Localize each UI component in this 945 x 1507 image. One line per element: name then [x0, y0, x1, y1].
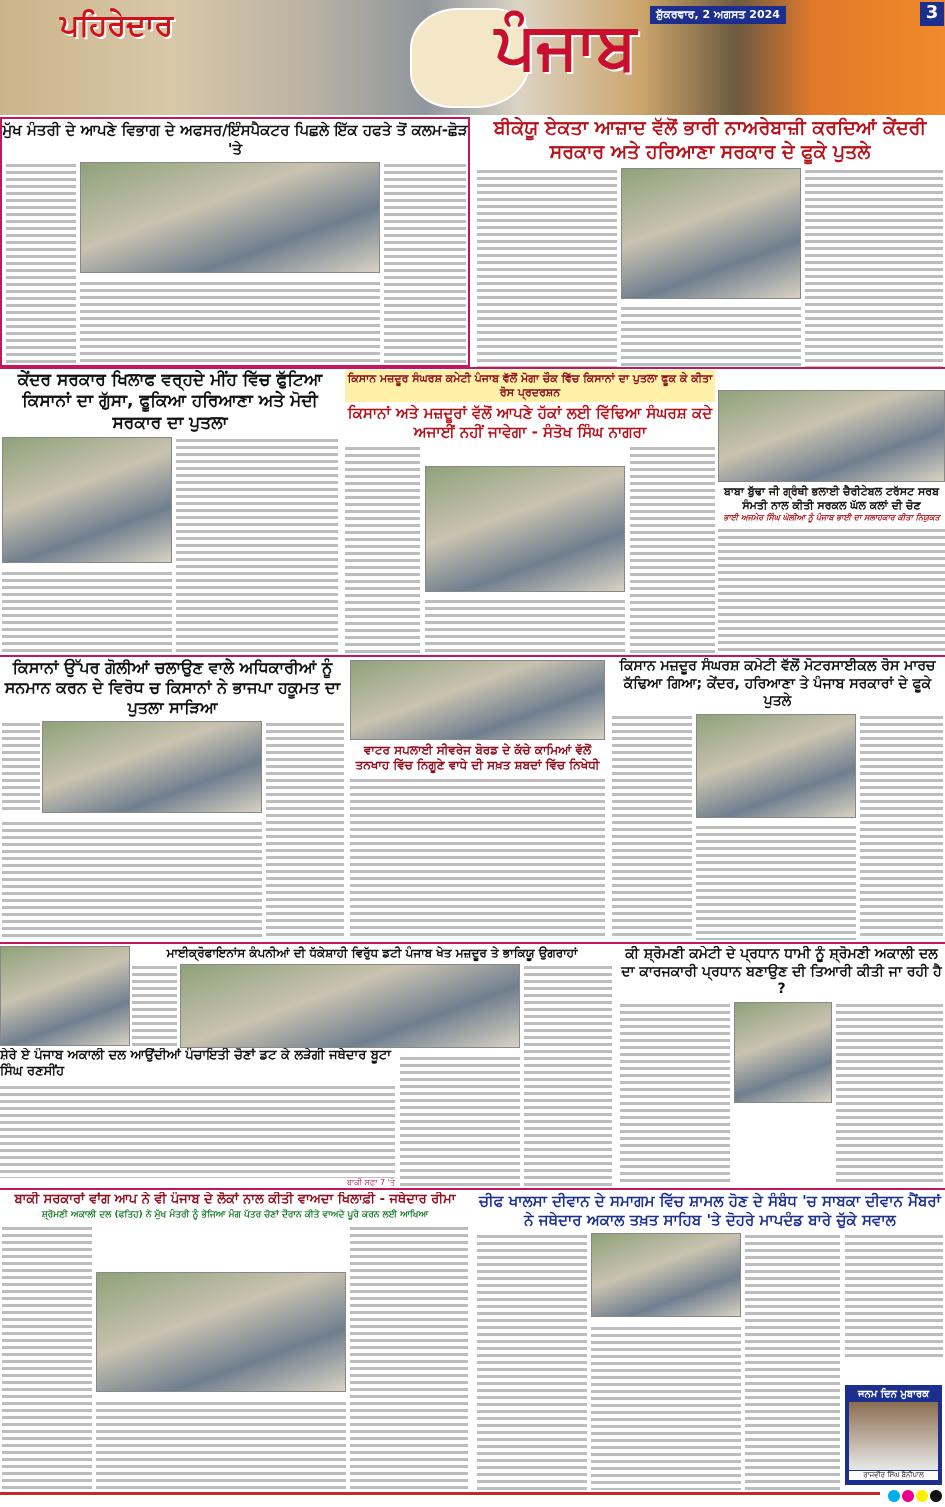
- continued-note: ਬਾਕੀ ਸਫ਼ਾ 7 'ਤੇ: [346, 1178, 395, 1187]
- article-text: [696, 824, 856, 940]
- story-santokh-nagra: [345, 370, 715, 655]
- divider: [0, 942, 945, 944]
- photo: [96, 1272, 346, 1391]
- article-text: [612, 714, 692, 941]
- article-text: [630, 445, 715, 656]
- story-farmers-rain-protest: [0, 370, 340, 655]
- magenta-register-mark: [902, 1490, 914, 1502]
- story-content: [345, 445, 715, 656]
- photo-image: [0, 946, 130, 1046]
- story-jathedar-rima: [0, 1192, 470, 1490]
- headline: ਬਾਬਾ ਬੁੱਢਾ ਜੀ ਗ੍ਰੰਥੀ ਭਲਾਈ ਚੈਰੀਟੇਬਲ ਟਰੱਸਟ ਸਰਬ ਸੰਮਤੀ ਨਾਲ ਕੀਤੀ ਸਰਕਲ ਘੱਲ ਕਲਾਂ ਦੀ ਚੋਣ: [724, 485, 939, 512]
- story-content: [132, 964, 612, 1186]
- story-cm-department: [0, 117, 470, 367]
- article-text: [477, 1233, 587, 1491]
- article-text: [620, 1002, 730, 1187]
- article-text: [345, 445, 420, 656]
- subhead: ਸ਼੍ਰੋਮਣੀ ਅਕਾਲੀ ਦਲ (ਫਤਿਹ) ਨੇ ਮੁੱਖ ਮੰਤਰੀ ਨੂੰ ਭੇਜਿਆ ਮੰਗ ਪੱਤਰ ਚੋਣਾਂ ਦੌਰਾਨ ਕੀਤੇ ਵਾਅਦੇ ਪੂਰੇ ਕਰਨ ਲਈ ਆਖਿਆ: [41, 1210, 429, 1221]
- section-logo: ਪਹਿਰੇਦਾਰ: [60, 8, 174, 43]
- headline: ਕਿਸਾਨਾਂ ਅਤੇ ਮਜ਼ਦੂਰਾਂ ਵੱਲੋਂ ਆਪਣੇ ਹੱਕਾਂ ਲਈ ਵਿੱਢਿਆ ਸੰਘਰਸ਼ ਕਦੇ ਅਜਾਈਂ ਨਹੀਂ ਜਾਵੇਗਾ - ਸੰਤੋਖ ਸਿੰਘ ਨਾਗਰਾ: [347, 404, 713, 441]
- story-water-supply-workers: [350, 660, 605, 940]
- story-content: [610, 714, 945, 941]
- headline: ਵਾਟਰ ਸਪਲਾਈ ਸੀਵਰੇਜ ਬੋਰਡ ਦੇ ਕੱਚੇ ਕਾਮਿਆਂ ਵੱਲੋਂ ਤਨਖਾਹ ਵਿੱਚ ਨਿਗੂਣੇ ਵਾਧੇ ਦੀ ਸਖ਼ਤ ਸ਼ਬਦਾਂ ਵਿੱਚ ਨਿਖੇਧੀ: [355, 743, 600, 772]
- headline: ਮਾਈਕ੍ਰੋਫਾਇਨਾਂਸ ਕੰਪਨੀਆਂ ਦੀ ਧੱਕੇਸ਼ਾਹੀ ਵਿਰੁੱਧ ਡਟੀ ਪੰਜਾਬ ਖੇਤ ਮਜ਼ਦੂਰ ਤੇ ਭਾਕਿਯੂ ਉਗਰਾਹਾਂ: [166, 946, 578, 960]
- photo: [2, 437, 172, 564]
- article-text: [621, 305, 801, 367]
- story-content: [0, 721, 345, 940]
- article-text: [96, 1400, 346, 1490]
- story-bjp-effigy-burnt: [0, 658, 345, 940]
- story-motorcycle-march: [610, 658, 945, 940]
- article-text: [2, 1225, 92, 1491]
- article-text: [2, 820, 262, 940]
- story-dhami-working-president: [618, 946, 945, 1186]
- yellow-register-mark: [916, 1490, 928, 1502]
- article-text: [425, 598, 625, 655]
- article-text: [266, 721, 344, 940]
- article-text: [384, 162, 466, 366]
- article-text: [845, 1233, 943, 1362]
- photo: [696, 714, 856, 818]
- headline: ਬਾਕੀ ਸਰਕਾਰਾਂ ਵਾਂਗ ਆਪ ਨੇ ਵੀ ਪੰਜਾਬ ਦੇ ਲੋਕਾਂ ਨਾਲ ਕੀਤੀ ਵਾਅਦਾ ਖਿਲਾਫ਼ੀ - ਜਥੇਦਾਰ ਰੀਮਾ: [14, 1192, 456, 1207]
- birthday-name: ਰਾਜਵੀਰ ਸਿੰਘ ਬੈਨੀਪਾਲ: [849, 1471, 938, 1480]
- page-number: 3: [920, 2, 944, 26]
- photo: [350, 660, 605, 740]
- section-title: ਪੰਜਾਬ: [495, 10, 637, 84]
- article-text: [350, 777, 605, 940]
- divider: [0, 655, 945, 657]
- black-register-mark: [930, 1490, 942, 1502]
- photo: [621, 168, 801, 300]
- divider: [0, 367, 945, 369]
- article-text: [176, 437, 338, 655]
- photo: [42, 721, 262, 813]
- story-content: [2, 162, 468, 366]
- article-text: [860, 714, 943, 941]
- photo: [80, 162, 380, 274]
- headline: ਮੁੱਖ ਮੰਤਰੀ ਦੇ ਆਪਣੇ ਵਿਭਾਗ ਦੇ ਅਫਸਰ/ਇੰਸਪੈਕਟਰ ਪਿਛਲੇ ਇੱਕ ਹਫਤੇ ਤੋਂ ਕਲਮ-ਛੋੜ 'ਤੇ: [2, 121, 468, 158]
- headline: ਕੇਂਦਰ ਸਰਕਾਰ ਖਿਲਾਫ ਵਰ੍ਹਦੇ ਮੀਂਹ ਵਿੱਚ ਫੁੱਟਿਆ ਕਿਸਾਨਾਂ ਦਾ ਗੁੱਸਾ, ਫੂਕਿਆ ਹਰਿਆਣਾ ਅਤੇ ਮੋਦੀ ਸਰਕਾਰ ਦਾ ਪੁਤਲਾ: [17, 370, 323, 433]
- article-text: [350, 1225, 468, 1491]
- kicker: ਕਿਸਾਨ ਮਜ਼ਦੂਰ ਸੰਘਰਸ਼ ਕਮੇਟੀ ਪੰਜਾਬ ਵੱਲੋਂ ਮੋਗਾ ਚੌਕ ਵਿੱਚ ਕਿਸਾਨਾਂ ਦਾ ਪੁਤਲਾ ਫੂਕ ਕੇ ਕੀਤਾ ਰੋਸ ਪ੍ਰਦਰਸ਼ਨ: [345, 370, 715, 402]
- story-content: [618, 1002, 945, 1187]
- photo: [0, 946, 130, 1046]
- article-text: [718, 527, 945, 656]
- headline: ਸ਼ੇਰੇ ਏ ਪੰਜਾਬ ਅਕਾਲੀ ਦਲ ਆਉਂਦੀਆਂ ਪੰਚਾਇਤੀ ਚੋਣਾਂ ਡਟ ਕੇ ਲੜੇਗੀ ਜਥੇਦਾਰ ਬੂਟਾ ਸਿੰਘ ਰਣਸੀਂਹ: [0, 1048, 391, 1080]
- headline: ਬੀਕੇਯੂ ਏਕਤਾ ਆਜ਼ਾਦ ਵੱਲੋਂ ਭਾਰੀ ਨਾਅਰੇਬਾਜ਼ੀ ਕਰਦਿਆਂ ਕੇਂਦਰੀ ਸਰਕਾਰ ਅਤੇ ਹਰਿਆਣਾ ਸਰਕਾਰ ਦੇ ਫੂਕੇ ਪੁਤਲੇ: [493, 117, 927, 163]
- photo: [718, 390, 945, 482]
- photo: [734, 1002, 832, 1103]
- article-text: [80, 280, 380, 365]
- issue-date: ਸ਼ੁੱਕਰਵਾਰ, 2 ਅਗਸਤ 2024: [650, 6, 786, 24]
- bottom-rule: [0, 1492, 880, 1495]
- photo: [425, 466, 625, 592]
- article-text: [836, 1002, 943, 1187]
- article-text: [477, 168, 617, 368]
- article-text: [591, 1325, 741, 1490]
- article-text: [805, 168, 943, 368]
- story-content: [475, 168, 945, 368]
- headline: ਕੀ ਸ਼੍ਰੋਮਣੀ ਕਮੇਟੀ ਦੇ ਪ੍ਰਧਾਨ ਧਾਮੀ ਨੂੰ ਸ਼੍ਰੋਮਣੀ ਅਕਾਲੀ ਦਲ ਦਾ ਕਾਰਜਕਾਰੀ ਪ੍ਰਧਾਨ ਬਣਾਉਣ ਦੀ ਤਿਆਰੀ ਕੀਤੀ ਜਾ ਰਹੀ ਹੈ ?: [621, 946, 942, 997]
- cyan-register-mark: [888, 1490, 900, 1502]
- article-text: [745, 1233, 840, 1491]
- divider: [0, 1188, 945, 1190]
- story-microfinance: [132, 946, 612, 1186]
- headline: ਕਿਸਾਨਾਂ ਉੱਪਰ ਗੋਲੀਆਂ ਚਲਾਉਣ ਵਾਲੇ ਅਧਿਕਾਰੀਆਂ ਨੂੰ ਸਨਮਾਨ ਕਰਨ ਦੇ ਵਿਰੋਧ ਚ ਕਿਸਾਨਾਂ ਨੇ ਭਾਜਪਾ ਹਕੂਮਤ ਦਾ ਪੁਤਲਾ ਸਾੜਿਆ: [4, 658, 341, 717]
- article-text: [524, 964, 612, 1186]
- article-text: [6, 162, 76, 366]
- headline: ਕਿਸਾਨ ਮਜ਼ਦੂਰ ਸੰਘਰਸ਼ ਕਮੇਟੀ ਵੱਲੋਂ ਮੋਟਰਸਾਈਕਲ ਰੋਸ ਮਾਰਚ ਕੱਢਿਆ ਗਿਆ; ਕੇਂਦਰ, ਹਰਿਆਣਾ ਤੇ ਪੰਜਾਬ ਸਰਕਾਰਾਂ ਦੇ ਫੂਕੇ ਪੁਤਲੇ: [619, 658, 936, 709]
- story-baba-budha-trust: [718, 390, 945, 655]
- photo: [591, 1233, 741, 1318]
- birthday-box: [845, 1385, 942, 1485]
- article-text: [400, 1055, 520, 1186]
- story-content: [0, 1225, 470, 1491]
- story-content: [0, 437, 340, 655]
- article-text: [132, 964, 177, 1048]
- story-bku-effigies: [475, 117, 945, 367]
- photo: [180, 964, 520, 1048]
- article-text: [2, 721, 40, 813]
- birthday-photo: [849, 1402, 938, 1470]
- subhead: ਭਾਈ ਅਜਮੇਰ ਸਿੰਘ ਘੋਲੀਆ ਨੂੰ ਪੰਜਾਬ ਭਾਈ ਦਾ ਸਲਾਹਕਾਰ ਕੀਤਾ ਨਿਯੁਕਤ: [723, 512, 940, 522]
- birthday-title: ਜਨਮ ਦਿਨ ਮੁਬਾਰਕ: [857, 1389, 930, 1400]
- article-text: [2, 570, 172, 655]
- headline: ਚੀਫ ਖਾਲਸਾ ਦੀਵਾਨ ਦੇ ਸਮਾਗਮ ਵਿੱਚ ਸ਼ਾਮਲ ਹੋਣ ਦੇ ਸੰਬੰਧ 'ਚ ਸਾਬਕਾ ਦੀਵਾਨ ਮੈਂਬਰਾਂ ਨੇ ਜਥੇਦਾਰ ਅਕਾਲ ਤਖ਼ਤ ਸਾਹਿਬ 'ਤੇ ਦੋਹਰੇ ਮਾਪਦੰਡ ਬਾਰੇ ਚੁੱਕੇ ਸਵਾਲ: [479, 1192, 941, 1229]
